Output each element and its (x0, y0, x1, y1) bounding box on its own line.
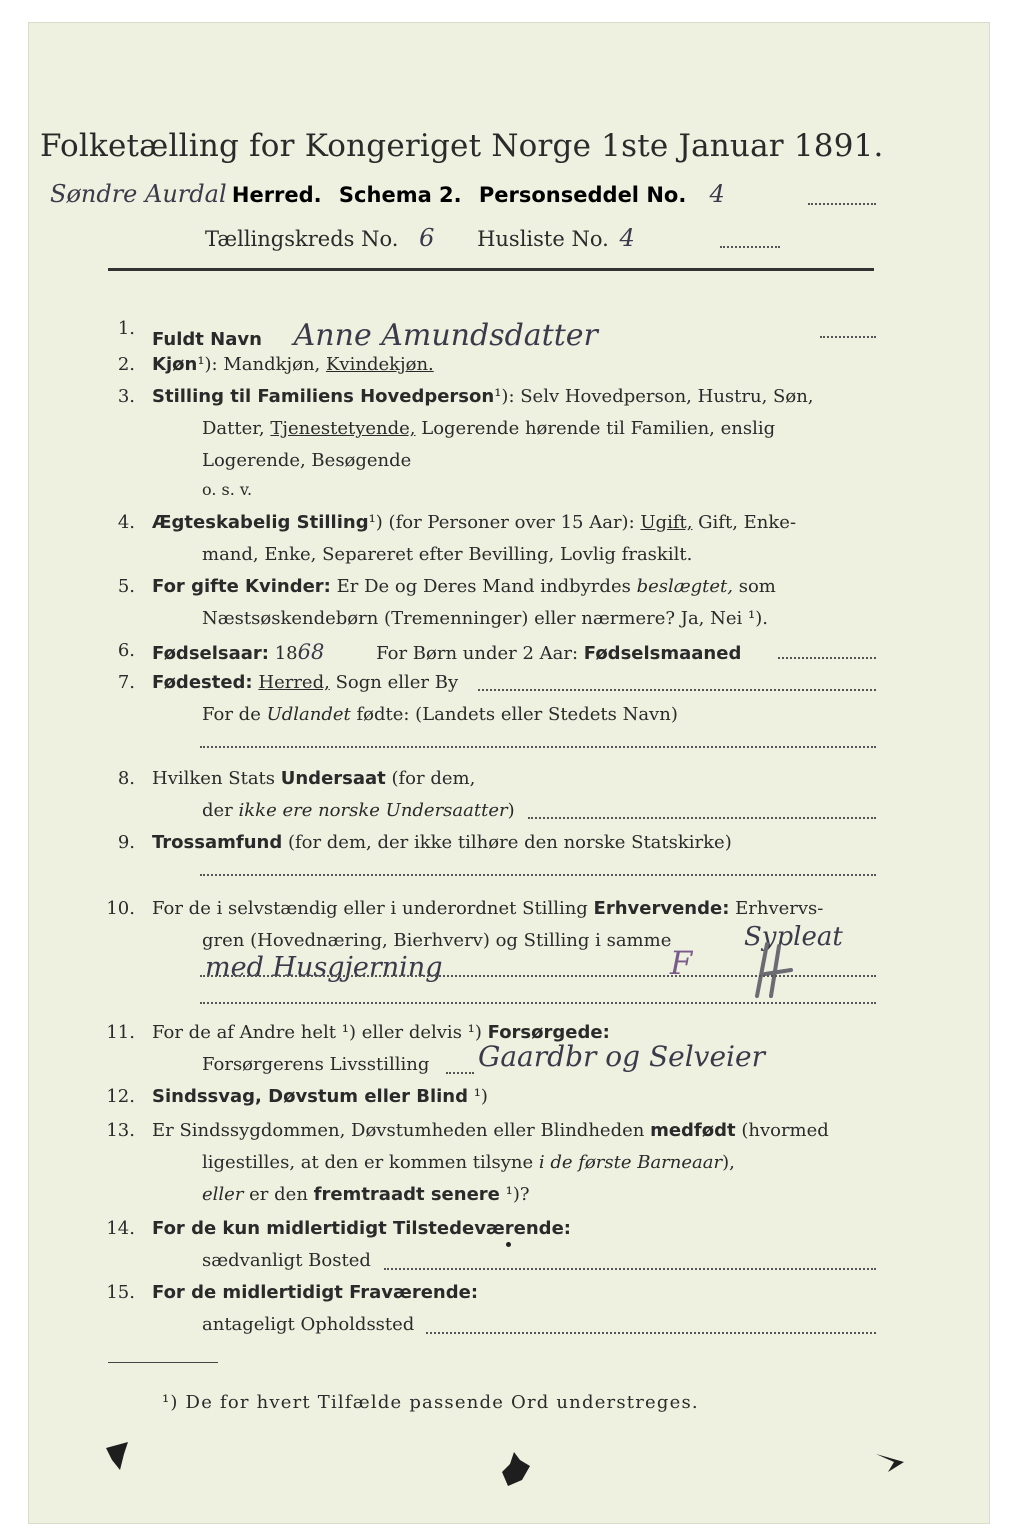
item-5-line-2: Næstsøskendebørn (Tremenninger) eller nærmere? Ja, Nei ¹). (202, 608, 768, 629)
item-13-line-2 (202, 1152, 735, 1173)
item-14 (152, 1218, 571, 1239)
item-1-dots (820, 336, 876, 338)
header-line-1 (50, 180, 725, 208)
item-14-label: For de kun midlertidigt Tilstedeværende: (152, 1218, 571, 1239)
husliste-label: Husliste No. (477, 227, 609, 251)
item-number-13: 13. (106, 1120, 135, 1141)
item-number-2: 2. (117, 354, 135, 375)
item-5-text: Er De og Deres Mand indbyrdes (330, 576, 637, 597)
item-10-text2: Erhvervs- (729, 898, 824, 919)
item-7-dots (478, 689, 876, 691)
item-9 (152, 832, 732, 853)
item-7-l2a: For de (202, 704, 267, 725)
item-15-label: For de midlertidigt Fraværende: (152, 1282, 479, 1303)
item-11-label: Forsørgede: (487, 1022, 610, 1043)
item-number-1: 1. (117, 318, 135, 339)
item-6-prefix: 18 (269, 643, 298, 664)
item-7-underlined: Herred, (258, 672, 330, 693)
item-13 (152, 1120, 829, 1141)
item-7-l2b: fødte: (Landets eller Stedets Navn) (350, 704, 678, 725)
ink-blot-right (874, 1448, 908, 1483)
item-4-label: Ægteskabelig Stilling (152, 512, 369, 533)
item-3-line-2 (202, 418, 775, 439)
item-4-underlined: Ugift, (640, 512, 693, 533)
item-6-value: 68 (297, 640, 325, 664)
item-5-label: For gifte Kvinder: (152, 576, 331, 597)
item-number-7: 7. (117, 672, 135, 693)
herred-label: Herred. (231, 183, 322, 207)
item-7-line-2 (202, 704, 678, 725)
item-6-label: Fødselsaar: (152, 643, 269, 664)
item-8-dots (528, 817, 876, 819)
item-1-value: Anne Amundsdatter (293, 318, 598, 353)
item-2 (152, 354, 434, 375)
item-13-l2b: ), (722, 1152, 735, 1173)
item-number-10: 10. (106, 898, 135, 919)
item-number-6: 6. (117, 640, 135, 661)
item-10-dots-1 (200, 975, 876, 977)
kreds-label: Tællingskreds No. (205, 227, 399, 251)
item-number-5: 5. (117, 576, 135, 597)
item-8-label: Undersaat (280, 768, 386, 789)
item-11-text: For de af Andre helt ¹) eller delvis ¹) (152, 1022, 488, 1043)
item-11-value: Gaardbr og Selveier (478, 1040, 765, 1073)
dot-mark (506, 1242, 511, 1247)
husliste-dots (720, 246, 780, 248)
item-10-label: Erhvervende: (593, 898, 730, 919)
item-number-14: 14. (106, 1218, 135, 1239)
item-8-italic: ikke ere norske Undersaatter (238, 800, 508, 821)
item-13-l3-italic: eller (202, 1184, 244, 1205)
item-6-text: For Børn under 2 Aar: (376, 643, 584, 664)
item-3 (152, 386, 814, 407)
item-1-label: Fuldt Navn (152, 329, 262, 350)
item-3-l2a: Datter, (202, 418, 271, 439)
item-15-line-2: antageligt Opholdssted (202, 1314, 415, 1335)
item-12-text: ¹) (467, 1086, 488, 1107)
item-13-label: medfødt (650, 1120, 736, 1141)
item-4-text: ¹) (for Personer over 15 Aar): (368, 512, 641, 533)
item-number-4: 4. (117, 512, 135, 533)
header-rule (108, 268, 874, 271)
ink-blot-left (104, 1440, 134, 1485)
ink-blot-center (500, 1450, 532, 1497)
item-4-line-2: mand, Enke, Separeret efter Bevilling, Lovlig fraskilt. (202, 544, 693, 565)
item-13-l2a: ligestilles, at den er kommen tilsyne (202, 1152, 539, 1173)
item-7-text: Sogn eller By (329, 672, 459, 693)
item-10 (152, 898, 823, 919)
item-2-underlined: Kvindekjøn. (325, 354, 434, 375)
item-10-value-2: med Husgjerning (205, 952, 443, 983)
item-6-label2: Fødselsmaaned (583, 643, 742, 664)
item-10-pencil-mark (745, 938, 801, 1000)
item-15-dots (426, 1332, 876, 1334)
item-3-label: Stilling til Familiens Hovedperson (152, 386, 495, 407)
schema-label: Schema 2. (338, 183, 462, 207)
item-13-l3c: ¹)? (499, 1184, 530, 1205)
item-7-dots-2 (200, 746, 876, 748)
form-title: Folketælling for Kongeriget Norge 1ste Januar 1891. (40, 128, 884, 164)
item-number-8: 8. (117, 768, 135, 789)
item-11-dots (446, 1072, 474, 1074)
footnote-rule (108, 1362, 218, 1363)
item-13-text2: (hvormed (735, 1120, 829, 1141)
item-2-text: ¹): Mandkjøn, (197, 354, 326, 375)
footnote: ¹) De for hvert Tilfælde passende Ord understreges. (162, 1392, 699, 1413)
item-7-italic: Udlandet (266, 704, 351, 725)
item-number-9: 9. (117, 832, 135, 853)
item-8-l2b: ) (507, 800, 515, 821)
item-3-l2b: Logerende hørende til Familien, enslig (415, 418, 776, 439)
item-15 (152, 1282, 478, 1303)
item-6-dots (778, 657, 876, 659)
husliste-value: 4 (619, 224, 635, 252)
item-3-line-3: Logerende, Besøgende (202, 450, 412, 471)
kreds-value: 6 (419, 224, 435, 252)
item-5-italic: beslægtet, (636, 576, 734, 597)
item-13-l3a: er den (243, 1184, 314, 1205)
item-5 (152, 576, 776, 597)
herred-value: Søndre Aurdal (50, 180, 227, 208)
item-3-underlined: Tjenestetyende, (270, 418, 416, 439)
item-6 (152, 640, 741, 664)
item-8-l2a: der (202, 800, 239, 821)
personseddel-dots (808, 203, 876, 205)
item-7 (152, 672, 458, 693)
item-9-text: (for dem, der ikke tilhøre den norske Statskirke) (282, 832, 732, 853)
item-number-15: 15. (106, 1282, 135, 1303)
item-8-text2: (for dem, (385, 768, 476, 789)
item-13-line-3 (202, 1184, 530, 1205)
item-8-text: Hvilken Stats (152, 768, 281, 789)
item-7-label: Fødested: (152, 672, 253, 693)
item-10-text: For de i selvstændig eller i underordnet Stilling (152, 898, 594, 919)
item-8 (152, 768, 475, 789)
item-9-label: Trossamfund (152, 832, 283, 853)
item-8-line-2 (202, 800, 515, 821)
item-14-dots (384, 1268, 876, 1270)
item-13-text: Er Sindssygdommen, Døvstumheden eller Blindheden (152, 1120, 651, 1141)
item-12 (152, 1086, 488, 1107)
item-number-12: 12. (106, 1086, 135, 1107)
item-10-line-2: gren (Hovednæring, Bierhverv) og Stilling i samme (202, 930, 672, 951)
item-number-11: 11. (106, 1022, 135, 1043)
item-4 (152, 512, 796, 533)
item-11-line-2: Forsørgerens Livsstilling (202, 1054, 430, 1075)
item-3-line-4: o. s. v. (202, 480, 253, 499)
item-number-3: 3. (117, 386, 135, 407)
item-13-l3-label: fremtraadt senere (313, 1184, 500, 1205)
item-13-italic: i de første Barneaar (538, 1152, 723, 1173)
item-5-text2: som (733, 576, 776, 597)
personseddel-value: 4 (709, 180, 725, 208)
header-line-2 (205, 224, 635, 252)
item-10-value-3: F (670, 944, 693, 982)
personseddel-label: Personseddel No. (478, 183, 687, 207)
item-9-dots (200, 874, 876, 876)
item-10-value-1: Sypleat (744, 922, 843, 952)
item-14-line-2: sædvanligt Bosted (202, 1250, 371, 1271)
item-1 (152, 318, 598, 353)
item-3-text: ¹): Selv Hovedperson, Hustru, Søn, (494, 386, 814, 407)
item-4-text2: Gift, Enke- (692, 512, 797, 533)
item-2-label: Kjøn (152, 354, 198, 375)
item-12-label: Sindssvag, Døvstum eller Blind (152, 1086, 468, 1107)
item-10-dots-2 (200, 1002, 876, 1004)
